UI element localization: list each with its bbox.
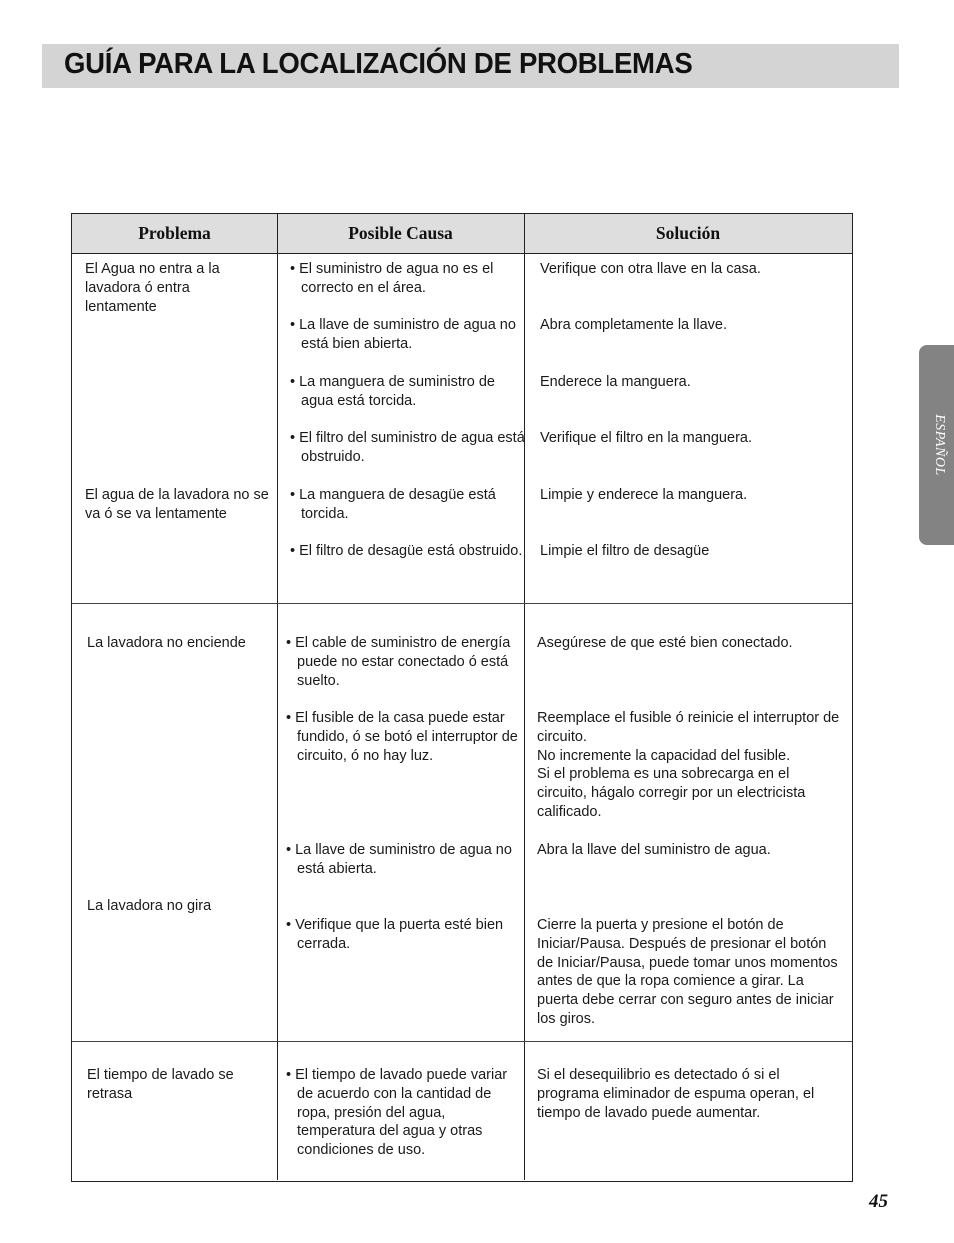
cause-cell: • La manguera de suministro de agua está torcida. [290, 374, 495, 409]
solution-cell: Abra completamente la llave. [540, 317, 727, 333]
column-divider-2 [524, 214, 525, 1180]
problem-cell: El agua de la lavadora no se va ó se va lentamente [85, 487, 269, 522]
solution-cell: Abra la llave del suministro de agua. [537, 842, 771, 858]
page-title-bar [42, 44, 899, 88]
problem-cell: La lavadora no enciende [87, 635, 246, 651]
section-divider-2 [72, 1041, 852, 1042]
solution-cell: Cierre la puerta y presione el botón de Iniciar/Pausa. Después de presionar el botón de Iniciar/Pausa, puede tomar unos momentos antes de que la ropa comience a girar. La puerta debe cerrar con seguro antes de iniciar los giros. [537, 917, 838, 1027]
language-side-tab [919, 345, 954, 545]
cause-cell: • El filtro del suministro de agua está obstruido. [290, 430, 525, 465]
problem-cell: El Agua no entra a la lavadora ó entra lentamente [85, 261, 220, 315]
header-solution: Solución [655, 223, 721, 243]
solution-cell: Verifique el filtro en la manguera. [540, 430, 752, 446]
cause-cell: • El suministro de agua no es el correcto en el área. [290, 261, 494, 296]
column-divider-1 [277, 214, 278, 1180]
header-problem: Problema [138, 223, 211, 243]
table-header-row [72, 214, 852, 254]
cause-cell: • El tiempo de lavado puede variar de acuerdo con la cantidad de ropa, presión del agua, temperatura del agua y otras condiciones de uso. [286, 1067, 508, 1159]
cause-cell: • La llave de suministro de agua no está bien abierta. [290, 317, 516, 352]
cause-cell: • El filtro de desagüe está obstruido. [290, 543, 523, 559]
cause-cell: • El cable de suministro de energía puede no estar conectado ó está suelto. [286, 635, 511, 689]
problem-cell: El tiempo de lavado se retrasa [87, 1067, 234, 1102]
page-number: 45 [869, 1191, 888, 1212]
solution-cell: Reemplace el fusible ó reinicie el interruptor de circuito. No incremente la capacidad del fusible. Si el problema es una sobrecarga en el circuito, hágalo corregir por un electricista calificado. [537, 710, 840, 820]
solution-cell: Limpie el filtro de desagüe [540, 543, 710, 559]
cause-cell: • La manguera de desagüe está torcida. [290, 487, 496, 522]
cause-cell: • La llave de suministro de agua no está abierta. [286, 842, 512, 877]
troubleshooting-table [71, 213, 853, 1182]
page-title: GUÍA PARA LA LOCALIZACIÓN DE PROBLEMAS [64, 48, 693, 80]
solution-cell: Verifique con otra llave en la casa. [540, 261, 761, 277]
section-divider-1 [72, 603, 852, 604]
cause-cell: • Verifique que la puerta esté bien cerrada. [286, 917, 504, 952]
problem-cell: La lavadora no gira [87, 898, 212, 914]
language-side-tab-label: ESPAÑOL [932, 414, 947, 476]
solution-cell: Si el desequilibrio es detectado ó si el programa eliminador de espuma operan, el tiempo de lavado puede aumentar. [537, 1067, 815, 1121]
solution-cell: Enderece la manguera. [540, 374, 691, 390]
solution-cell: Limpie y enderece la manguera. [540, 487, 748, 503]
header-cause: Posible Causa [348, 223, 453, 243]
solution-cell: Asegúrese de que esté bien conectado. [537, 635, 793, 651]
cause-cell: • El fusible de la casa puede estar fundido, ó se botó el interruptor de circuito, ó no hay luz. [286, 710, 518, 764]
